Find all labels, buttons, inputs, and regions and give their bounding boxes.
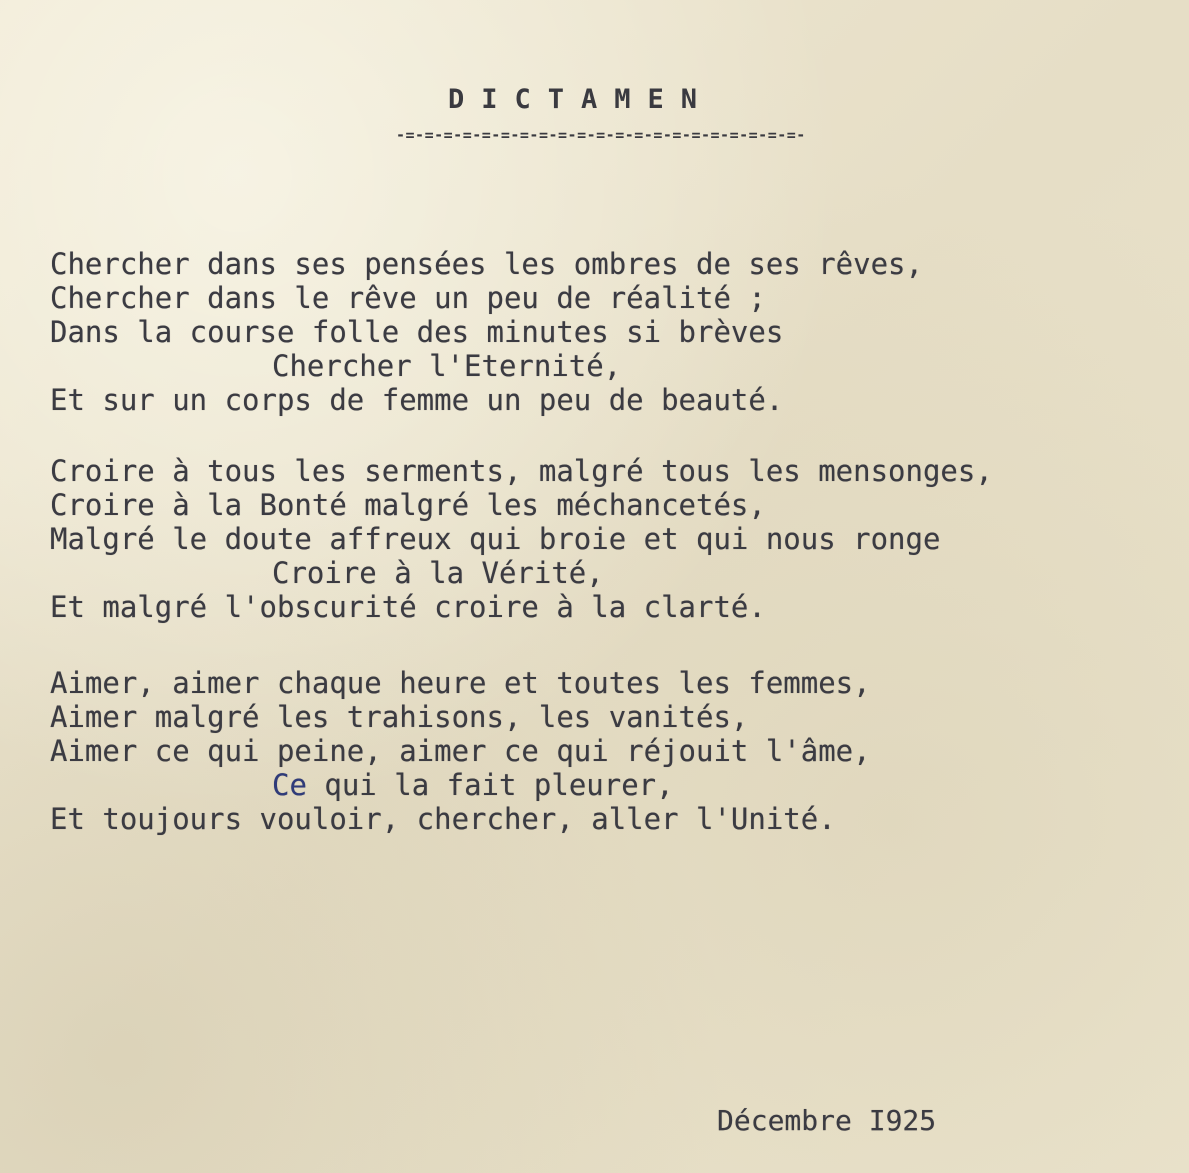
stanza-1 xyxy=(50,247,1150,417)
stanza-3-line-4-text: qui la fait pleurer, xyxy=(324,768,674,802)
poem-date: Décembre I925 xyxy=(717,1104,937,1137)
stanza-2-line-4: Croire à la Vérité, xyxy=(272,556,604,590)
stanza-3-line-5: Et toujours vouloir, chercher, aller l'Unité. xyxy=(50,802,836,836)
stanza-3-line-3: Aimer ce qui peine, aimer ce qui réjouit l'âme, xyxy=(50,734,871,768)
title-underline: -=-=-=-=-=-=-=-=-=-=-=-=-=-=-=-=-=-=-=-=-=- xyxy=(396,128,806,142)
stanza-1-line-2: Chercher dans le rêve un peu de réalité ; xyxy=(50,281,766,315)
stanza-1-line-3: Dans la course folle des minutes si brèves xyxy=(50,315,784,349)
stanza-2-line-5: Et malgré l'obscurité croire à la clarté. xyxy=(50,590,766,624)
handwritten-correction: Ce xyxy=(272,768,307,802)
poem-title: DICTAMEN xyxy=(448,84,715,115)
stanza-2-line-2: Croire à la Bonté malgré les méchancetés, xyxy=(50,488,766,522)
stanza-3 xyxy=(50,666,1150,836)
stanza-2-line-3: Malgré le doute affreux qui broie et qui nous ronge xyxy=(50,522,941,556)
stanza-3-line-4 xyxy=(50,768,1150,802)
stanza-3-line-1: Aimer, aimer chaque heure et toutes les femmes, xyxy=(50,666,871,700)
stanza-1-line-5: Et sur un corps de femme un peu de beauté. xyxy=(50,383,784,417)
stanza-3-line-2: Aimer malgré les trahisons, les vanités, xyxy=(50,700,749,734)
stanza-2-line-1: Croire à tous les serments, malgré tous les mensonges, xyxy=(50,454,993,488)
stanza-1-line-4: Chercher l'Eternité, xyxy=(272,349,622,383)
stanza-2 xyxy=(50,454,1150,624)
stanza-1-line-1: Chercher dans ses pensées les ombres de ses rêves, xyxy=(50,247,923,281)
